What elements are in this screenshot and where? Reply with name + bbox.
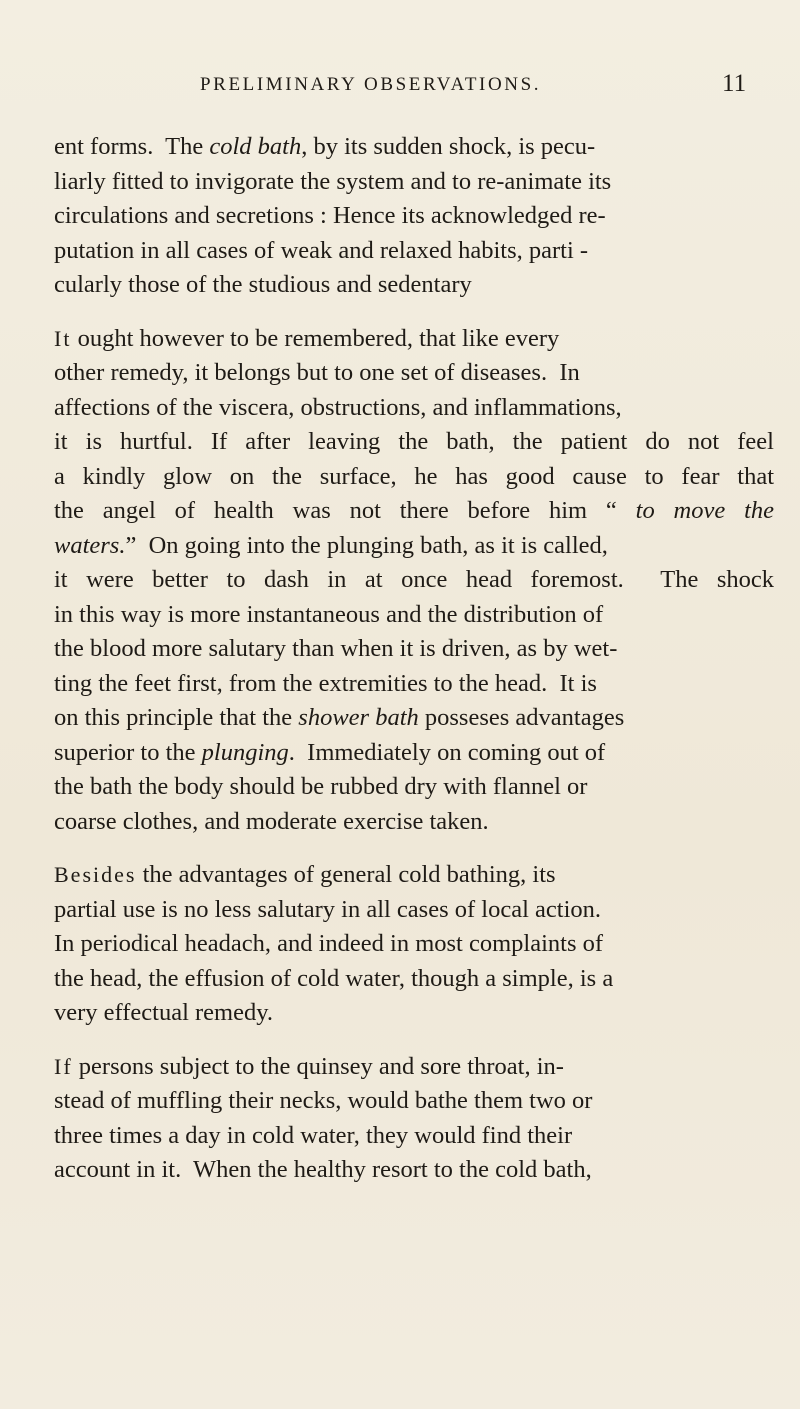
small-caps-lead: It xyxy=(54,325,72,351)
text-line xyxy=(54,1153,592,1188)
italic-run: plunging xyxy=(201,738,289,766)
text-line xyxy=(54,598,603,633)
page-number: 11 xyxy=(722,70,747,97)
text-line xyxy=(54,391,622,426)
text-line xyxy=(54,563,774,598)
italic-run: cold bath xyxy=(209,133,302,160)
body-text xyxy=(54,130,774,1188)
text-line xyxy=(54,165,611,200)
text-run: account in it. When the healthy resort to the cold bath, xyxy=(54,1156,592,1183)
paragraph xyxy=(54,1050,774,1188)
text-run: ” On going into the plunging bath, as it is called, xyxy=(125,531,608,559)
text-line xyxy=(54,425,774,460)
text-run: partial use is no less salutary in all cases of local action. xyxy=(54,895,602,923)
text-line xyxy=(54,632,617,667)
text-run: the head, the effusion of cold water, though a simple, is a xyxy=(54,964,614,992)
text-run: other remedy, it belongs but to one set of diseases. In xyxy=(54,359,580,386)
text-run: very effectual remedy. xyxy=(54,999,274,1026)
text-line xyxy=(54,962,613,997)
text-line xyxy=(54,805,489,840)
text-run: the blood more salutary than when it is driven, as by wet- xyxy=(54,635,618,662)
text-run: the bath the body should be rubbed dry with flannel or xyxy=(54,773,588,800)
text-line xyxy=(54,494,774,529)
text-run: ought however to be remembered, that like every xyxy=(71,324,560,352)
text-line xyxy=(54,322,559,357)
text-run: on this principle that the xyxy=(54,704,299,731)
paragraph xyxy=(54,130,774,303)
text-line xyxy=(54,701,624,736)
text-run: the angel of health was not there before him “ xyxy=(54,497,636,524)
italic-run: shower bath xyxy=(298,704,419,731)
text-run: superior to the xyxy=(54,738,202,766)
text-line xyxy=(54,460,774,495)
text-run: liarly fitted to invigorate the system and to re-animate its xyxy=(54,167,612,195)
small-caps-lead: If xyxy=(54,1053,73,1079)
text-run: three times a day in cold water, they would find their xyxy=(54,1121,573,1149)
italic-run: to move the xyxy=(635,497,775,524)
paragraph xyxy=(54,322,774,840)
text-run: ting the feet first, from the extremities to the head. It is xyxy=(54,669,597,697)
text-run: coarse clothes, and moderate exercise taken. xyxy=(54,807,489,835)
text-line xyxy=(54,1050,564,1085)
text-run: cularly those of the studious and sedentary xyxy=(54,271,472,298)
text-run: . Immediately on coming out of xyxy=(288,738,606,766)
text-line xyxy=(54,770,587,805)
text-line xyxy=(54,736,605,771)
text-run: putation in all cases of weak and relaxed habits, parti - xyxy=(54,236,589,264)
text-line xyxy=(54,234,588,269)
text-line xyxy=(54,927,603,962)
text-run: it were better to dash in at once head foremost. The shock xyxy=(54,566,775,593)
text-run: ent forms. The xyxy=(54,133,210,160)
text-line xyxy=(54,667,597,702)
text-run: , by its sudden shock, is pecu- xyxy=(301,133,596,160)
text-line xyxy=(54,996,273,1031)
text-line xyxy=(54,199,606,234)
page-header xyxy=(0,70,800,102)
small-caps-lead: Besides xyxy=(54,862,137,887)
text-run: a kindly glow on the surface, he has good cause to fear that xyxy=(54,462,774,490)
italic-run: waters. xyxy=(54,531,126,559)
text-run: it is hurtful. If after leaving the bath, the patient do not feel xyxy=(54,428,774,455)
text-line xyxy=(54,268,472,303)
text-line xyxy=(54,356,580,391)
text-line xyxy=(54,1084,592,1119)
text-run: stead of muffling their necks, would bathe them two or xyxy=(54,1087,593,1114)
text-run: In periodical headach, and indeed in most complaints of xyxy=(54,930,604,957)
text-run: in this way is more instantaneous and the distribution of xyxy=(54,600,604,628)
text-line xyxy=(54,893,601,928)
text-line xyxy=(54,1119,572,1154)
paragraph xyxy=(54,858,774,1031)
text-line xyxy=(54,130,595,165)
text-run: persons subject to the quinsey and sore throat, in- xyxy=(72,1052,564,1080)
text-line xyxy=(54,529,608,564)
text-run: affections of the viscera, obstructions, and inflammations, xyxy=(54,393,622,421)
text-run: posseses advantages xyxy=(418,704,625,731)
text-run: the advantages of general cold bathing, its xyxy=(136,861,556,888)
text-run: circulations and secretions : Hence its acknowledged re- xyxy=(54,202,606,229)
text-line xyxy=(54,858,556,893)
running-head: PRELIMINARY OBSERVATIONS. xyxy=(200,74,542,95)
